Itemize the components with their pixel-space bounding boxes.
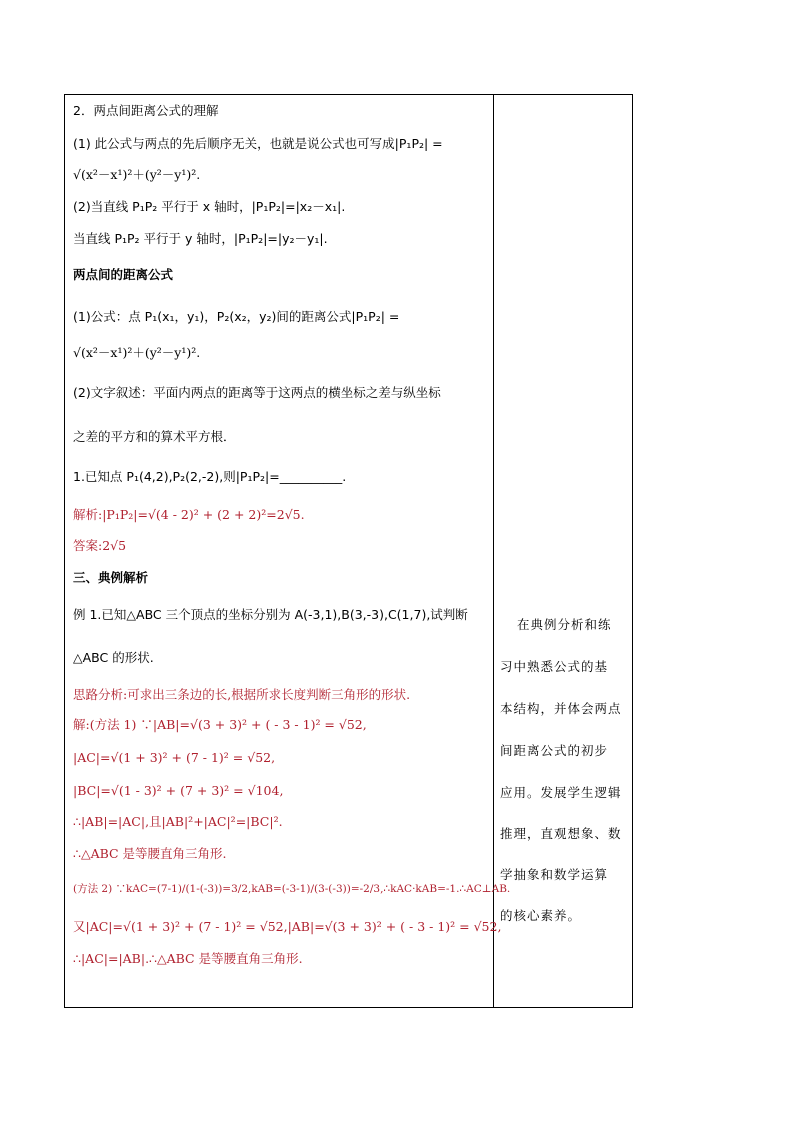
- content-line: 当直线 P₁P₂ 平行于 y 轴时，|P₁P₂|=|y₂－y₁|.: [73, 231, 328, 246]
- note-line: 间距离公式的初步: [500, 743, 609, 758]
- content-line: ∴△ABC 是等腰直角三角形.: [73, 846, 227, 861]
- content-line: (1)公式：点 P₁(x₁，y₁)，P₂(x₂，y₂)间的距离公式|P₁P₂| =: [73, 309, 400, 324]
- content-line: 2．两点间距离公式的理解: [73, 103, 219, 118]
- content-line: ∴|AB|=|AC|,且|AB|²+|AC|²=|BC|².: [73, 814, 283, 829]
- content-line: 答案:2√5: [73, 538, 127, 553]
- column-divider: [493, 95, 494, 1007]
- note-line: 在典例分析和练: [517, 617, 612, 632]
- note-line: 推理，直观想象、数: [500, 826, 622, 841]
- note-line: 本结构，并体会两点: [500, 701, 622, 716]
- content-line: △ABC 的形状.: [73, 650, 154, 665]
- note-line: 应用。发展学生逻辑: [500, 785, 622, 800]
- content-line: 解析:|P₁P₂|=√(4 - 2)² + (2 + 2)²=2√5.: [73, 507, 305, 522]
- content-line: 1.已知点 P₁(4,2),P₂(2,-2),则|P₁P₂|=__________.: [73, 469, 347, 484]
- content-line: 又|AC|=√(1 + 3)² + (7 - 1)² = √52,|AB|=√(3 + 3)² + ( - 3 - 1)² = √52,: [73, 919, 502, 934]
- content-line: (方法 2) ∵kAC=(7-1)/(1-(-3))=3/2,kAB=(-3-1)/(3-(-3))=-2/3,∴kAC·kAB=-1.∴AC⊥AB.: [73, 883, 511, 895]
- content-line: ∴|AC|=|AB|.∴△ABC 是等腰直角三角形.: [73, 951, 303, 966]
- content-line: √(x²－x¹)²＋(y²－y¹)².: [73, 167, 201, 182]
- note-line: 学抽象和数学运算: [500, 867, 609, 882]
- content-line: 思路分析:可求出三条边的长,根据所求长度判断三角形的形状.: [73, 687, 411, 702]
- content-line: 两点间的距离公式: [73, 267, 174, 282]
- lesson-table: [64, 94, 633, 1008]
- content-line: √(x²－x¹)²＋(y²－y¹)².: [73, 345, 201, 360]
- note-line: 的核心素养。: [500, 908, 582, 923]
- content-line: |BC|=√(1 - 3)² + (7 + 3)² = √104,: [73, 783, 284, 798]
- content-line: |AC|=√(1 + 3)² + (7 - 1)² = √52,: [73, 750, 276, 765]
- content-line: 三、典例解析: [73, 570, 149, 585]
- content-line: 解:(方法 1) ∵|AB|=√(3 + 3)² + ( - 3 - 1)² = √52,: [73, 717, 367, 732]
- note-line: 习中熟悉公式的基: [500, 659, 609, 674]
- content-line: (2)当直线 P₁P₂ 平行于 x 轴时，|P₁P₂|=|x₂－x₁|.: [73, 199, 346, 214]
- content-line: 之差的平方和的算术平方根．: [73, 429, 236, 444]
- content-line: (1) 此公式与两点的先后顺序无关，也就是说公式也可写成|P₁P₂| =: [73, 136, 443, 151]
- content-line: (2)文字叙述：平面内两点的距离等于这两点的横坐标之差与纵坐标: [73, 385, 441, 400]
- content-line: 例 1.已知△ABC 三个顶点的坐标分别为 A(-3,1),B(3,-3),C(1,7),试判断: [73, 607, 468, 622]
